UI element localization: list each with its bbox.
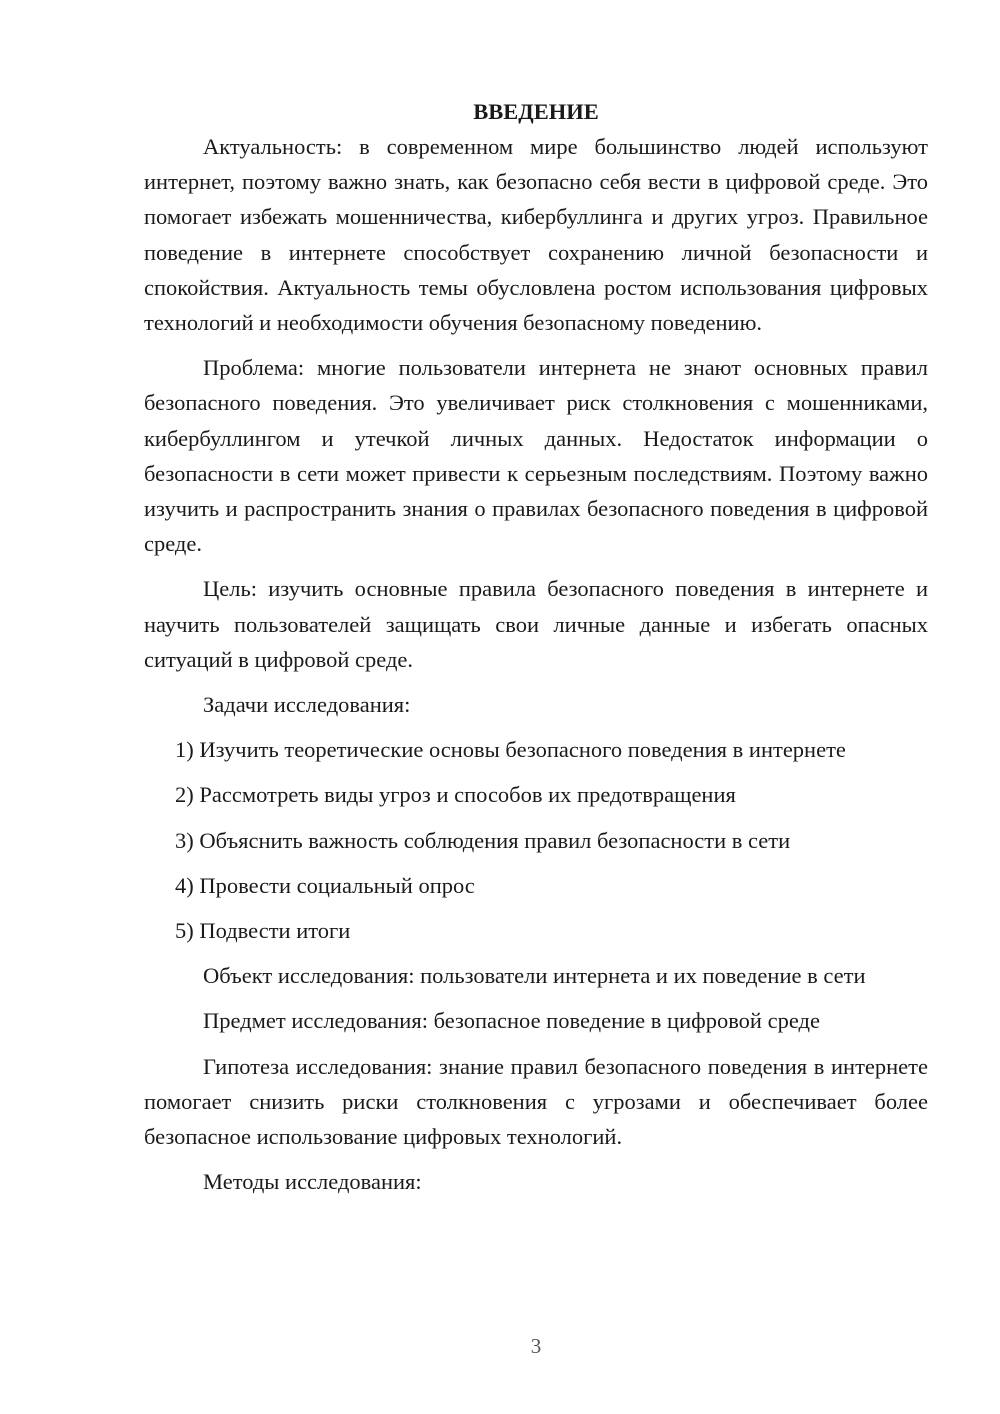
task-list <box>144 732 928 948</box>
tasks-heading: Задачи исследования: <box>203 692 411 718</box>
hypothesis-paragraph: Гипотеза исследования: знание правил безопасного поведения в интернете помогает снизить риски столкновения с угрозами и обеспечивает более безопасное использование цифровых технологий. <box>144 1053 928 1150</box>
task-item: 1) Изучить теоретические основы безопасного поведения в интернете <box>175 737 846 763</box>
section-title: ВВЕДЕНИЕ <box>473 99 599 124</box>
page-body <box>144 94 928 1209</box>
goal-paragraph: Цель: изучить основные правила безопасного поведения в интернете и научить пользователей защищать свои личные данные и избегать опасных ситуаций в цифровой среде. <box>144 576 928 672</box>
methods-heading: Методы исследования: <box>203 1169 422 1195</box>
task-item: 3) Объяснить важность соблюдения правил безопасности в сети <box>175 827 791 853</box>
subject-paragraph: Предмет исследования: безопасное поведение в цифровой среде <box>203 1008 820 1034</box>
relevance-paragraph: Актуальность: в современном мире большинство людей используют интернет, поэтому важно знать, как безопасно себя вести в цифровой среде. Это помогает избежать мошенничества, кибербуллинга и других угроз. Правильное поведение в интернете способствует сохранению личной безопасности и спокойствия. Актуальность темы обусловлена ростом использования цифровых технологий и необходимости обучения безопасному поведению. <box>144 134 928 336</box>
problem-paragraph: Проблема: многие пользователи интернета не знают основных правил безопасного поведения. Это увеличивает риск столкновения с мошенниками, кибербуллингом и утечкой личных данных. Недостаток информации о безопасности в сети может привести к серьезным последствиям. Поэтому важно изучить и распространить знания о правилах безопасного поведения в цифровой среде. <box>144 355 928 557</box>
page-number: 3 <box>530 1334 542 1358</box>
task-item: 5) Подвести итоги <box>175 918 351 944</box>
task-item: 4) Провести социальный опрос <box>175 872 475 898</box>
task-item: 2) Рассмотреть виды угроз и способов их предотвращения <box>175 782 736 808</box>
object-paragraph: Объект исследования: пользователи интернета и их поведение в сети <box>203 963 866 989</box>
